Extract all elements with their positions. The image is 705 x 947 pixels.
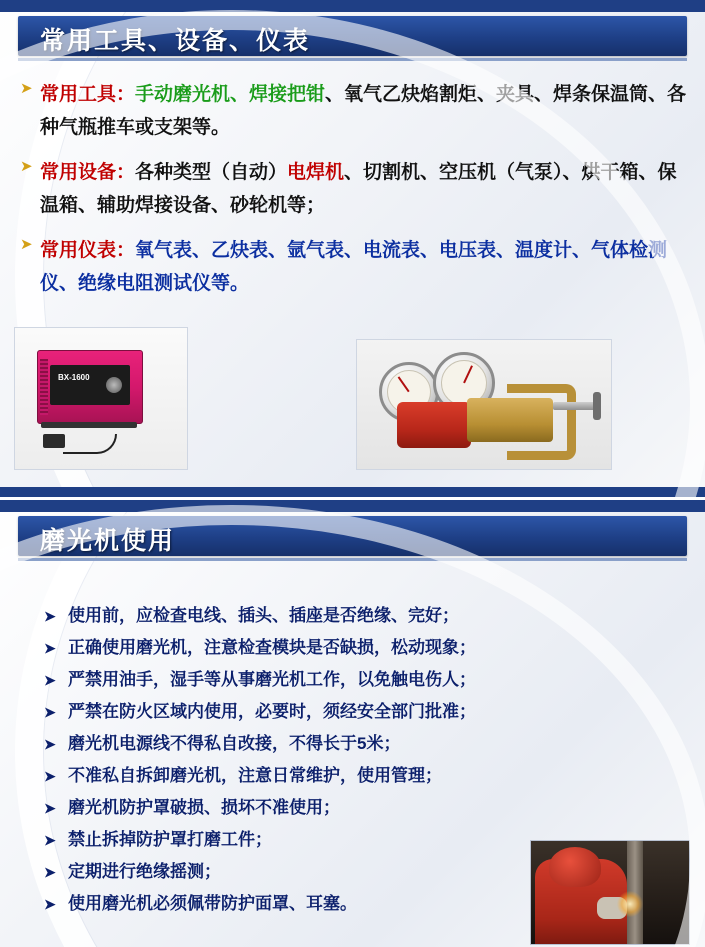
slide1-title: 常用工具、设备、仪表 [40,27,311,55]
list-item-label: 定期进行绝缘摇测； [68,862,221,881]
arrow-bullet-icon: ➤ [44,864,56,880]
list-item [42,696,682,728]
slide1-top-bar [0,0,705,12]
bullet-seg-tools-0: 手动磨光机、焊接把钳 [135,84,326,105]
slide2-title: 磨光机使用 [40,527,176,555]
welder-model-label: BX-1600 [58,373,90,382]
slide1-title-bar [18,16,687,56]
arrow-bullet-icon: ➤ [20,80,33,97]
bullet-seg-equipment-1: 电焊机 [287,162,345,183]
list-item [42,664,682,696]
gas-regulator-photo [356,339,612,470]
bullet-item-instruments [14,234,690,300]
slide-grinder-usage [0,500,705,947]
worker-grinding-photo [530,840,690,945]
slide2-top-bar [0,500,705,512]
spark-glow-icon [617,891,643,917]
regulator-clamp [507,384,576,460]
list-item-label: 磨光机防护罩破损、损坏不准使用； [68,798,340,817]
welder-panel [50,365,130,405]
welder-torch-icon [43,434,65,448]
arrow-bullet-icon: ➤ [44,896,56,912]
list-item-label: 正确使用磨光机，注意检查模块是否缺损，松动现象； [68,638,476,657]
welder-knob-icon [106,377,122,393]
list-item-label: 使用前，应检查电线、插头、插座是否绝缘、完好； [68,606,459,625]
arrow-bullet-icon: ➤ [44,640,56,656]
bullet-seg-equipment-0: 各种类型（自动） [135,162,288,183]
list-item-label: 不准私自拆卸磨光机，注意日常维护，使用管理； [68,766,442,785]
slide1-title-underline [18,58,687,61]
arrow-bullet-icon: ➤ [20,158,33,175]
regulator-handle [593,392,601,420]
bullet-text-tools [40,78,690,144]
welder-vent [40,359,48,415]
bullet-label-instruments: 常用仪表： [40,240,136,261]
bullet-text-instruments [40,234,690,300]
bullet-seg-tools-1: 、氧气乙炔焰割炬、夹具、焊条保温筒、各种气瓶推车或支架等。 [40,84,687,138]
list-item [42,600,682,632]
bullet-item-equipment [14,156,690,222]
arrow-bullet-icon: ➤ [44,608,56,624]
arrow-bullet-icon: ➤ [44,672,56,688]
list-item-label: 严禁在防火区域内使用，必要时，须经安全部门批准； [68,702,476,721]
bullet-seg-instruments-0: 氧气表、乙炔表、氩气表、电流表、电压表、温度计、气体检测仪、绝缘电阻测试仪等。 [40,240,668,294]
arrow-bullet-icon: ➤ [20,236,33,253]
list-item-label: 禁止拆掉防护罩打磨工件； [68,830,272,849]
list-item [42,728,682,760]
list-item [42,632,682,664]
arrow-bullet-icon: ➤ [44,736,56,752]
regulator-body [397,402,471,448]
slide2-title-underline [18,558,687,561]
slide1-bottom-bar [0,487,705,497]
arrow-bullet-icon: ➤ [44,800,56,816]
list-item [42,760,682,792]
arrow-bullet-icon: ➤ [44,768,56,784]
bullet-text-equipment [40,156,690,222]
welding-machine-photo [14,327,188,470]
welder-body [37,350,143,424]
bullet-seg-equipment-2: 、切割机、空压机（气泵）、烘干箱、保温箱、辅助焊接设备、砂轮机等； [40,162,677,216]
list-item [42,792,682,824]
slide1-content [14,78,690,312]
list-item-label: 使用磨光机必须佩带防护面罩、耳塞。 [68,894,357,913]
worker-hood [549,847,601,887]
list-item-label: 严禁用油手，湿手等从事磨光机工作，以免触电伤人； [68,670,476,689]
slide2-title-bar [18,516,687,556]
bullet-label-tools: 常用工具： [40,84,136,105]
arrow-bullet-icon: ➤ [44,704,56,720]
arrow-bullet-icon: ➤ [44,832,56,848]
welder-cable [39,428,119,454]
list-item-label: 磨光机电源线不得私自改接，不得长于5米； [68,734,401,753]
welder-wire [63,434,117,454]
bullet-item-tools [14,78,690,144]
bullet-label-equipment: 常用设备： [40,162,136,183]
